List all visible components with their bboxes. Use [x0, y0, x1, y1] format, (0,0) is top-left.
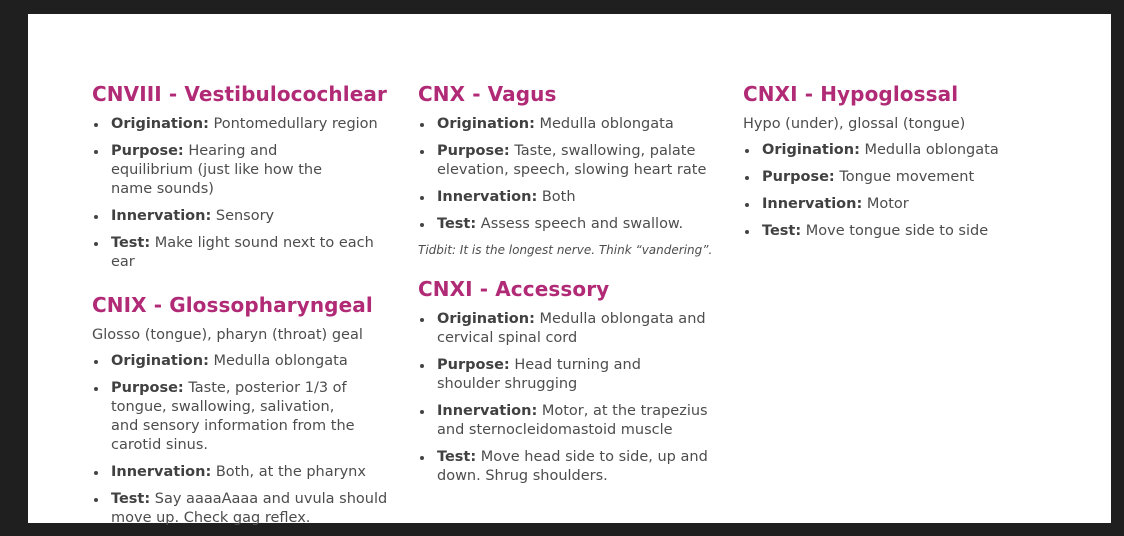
list-item	[418, 356, 652, 394]
item-text: Head turning and shoulder shrugging	[437, 357, 641, 392]
item-text: Assess speech and swallow.	[480, 216, 684, 232]
section-title: CNX - Vagus	[418, 82, 557, 106]
item-term: Innervation:	[111, 208, 212, 224]
document-page	[28, 14, 1111, 526]
item-term: Innervation:	[111, 464, 212, 480]
item-text: Hearing and equilibrium (just like how the name sounds)	[111, 143, 323, 197]
list-item	[92, 463, 402, 482]
item-text: Make light sound next to each ear	[111, 235, 374, 270]
item-text: Medulla oblongata	[864, 142, 999, 158]
item-term: Origination:	[762, 142, 860, 158]
tidbit-note: Tidbit: It is the longest nerve. Think “vandering”.	[418, 243, 713, 257]
item-term: Test:	[111, 491, 151, 507]
column-2	[418, 81, 733, 494]
item-text: Say aaaaAaaa and uvula should move up. Check gag reflex.	[111, 491, 388, 526]
item-text: Both, at the pharynx	[215, 464, 366, 480]
item-list	[418, 115, 733, 234]
item-term: Origination:	[437, 311, 535, 327]
item-text: Motor	[866, 196, 909, 212]
item-text: Both	[541, 189, 576, 205]
section-cn12	[743, 81, 1043, 241]
section-title: CNXI - Hypoglossal	[743, 82, 959, 106]
list-item	[743, 141, 1043, 160]
item-text: Sensory	[215, 208, 275, 224]
list-item	[418, 448, 727, 486]
section-intro: Glosso (tongue), pharyn (throat) geal	[92, 327, 363, 343]
section-title: CNVIII - Vestibulocochlear	[92, 82, 387, 106]
item-text: Pontomedullary region	[213, 116, 378, 132]
list-item	[743, 222, 1043, 241]
section-intro: Hypo (under), glossal (tongue)	[743, 116, 966, 132]
list-item	[92, 207, 402, 226]
list-item	[92, 379, 356, 455]
item-term: Purpose:	[437, 357, 510, 373]
list-item	[418, 142, 727, 180]
column-3	[743, 81, 1043, 249]
item-term: Origination:	[437, 116, 535, 132]
section-cn11	[418, 276, 733, 486]
item-text: Tongue movement	[839, 169, 975, 185]
item-text: Move head side to side, up and down. Shrug shoulders.	[437, 449, 708, 484]
list-item	[418, 402, 733, 440]
list-item	[418, 215, 733, 234]
item-list	[418, 310, 733, 486]
list-item	[418, 115, 733, 134]
item-term: Origination:	[111, 116, 209, 132]
item-text: Medulla oblongata	[539, 116, 674, 132]
section-cn10	[418, 81, 733, 259]
column-1	[92, 81, 402, 536]
section-cn9	[92, 292, 402, 528]
item-term: Test:	[437, 216, 477, 232]
item-text: Taste, posterior 1/3 of tongue, swallowing, salivation, and sensory information from the carotid sinus.	[111, 380, 355, 453]
section-cn8	[92, 81, 402, 272]
item-list	[92, 115, 402, 272]
list-item	[92, 115, 402, 134]
item-term: Test:	[437, 449, 477, 465]
item-term: Origination:	[111, 353, 209, 369]
item-list	[743, 141, 1043, 241]
list-item	[92, 490, 401, 528]
list-item	[418, 310, 727, 348]
item-text: Taste, swallowing, palate elevation, speech, slowing heart rate	[437, 143, 707, 178]
item-term: Purpose:	[437, 143, 510, 159]
item-text: Medulla oblongata and cervical spinal cord	[437, 311, 706, 346]
list-item	[418, 188, 733, 207]
item-term: Purpose:	[111, 380, 184, 396]
item-term: Purpose:	[111, 143, 184, 159]
item-term: Test:	[111, 235, 151, 251]
item-term: Test:	[762, 223, 802, 239]
item-list	[92, 352, 402, 528]
list-item	[743, 195, 1043, 214]
section-title: CNIX - Glossopharyngeal	[92, 293, 373, 317]
item-text: Move tongue side to side	[805, 223, 989, 239]
item-term: Purpose:	[762, 169, 835, 185]
item-text: Medulla oblongata	[213, 353, 348, 369]
list-item	[92, 142, 351, 199]
list-item	[92, 234, 402, 272]
section-title: CNXI - Accessory	[418, 277, 610, 301]
item-term: Innervation:	[437, 189, 538, 205]
item-text: Motor, at the trapezius and sternocleidomastoid muscle	[437, 403, 708, 438]
list-item	[92, 352, 402, 371]
list-item	[743, 168, 1043, 187]
item-term: Innervation:	[762, 196, 863, 212]
item-term: Innervation:	[437, 403, 538, 419]
